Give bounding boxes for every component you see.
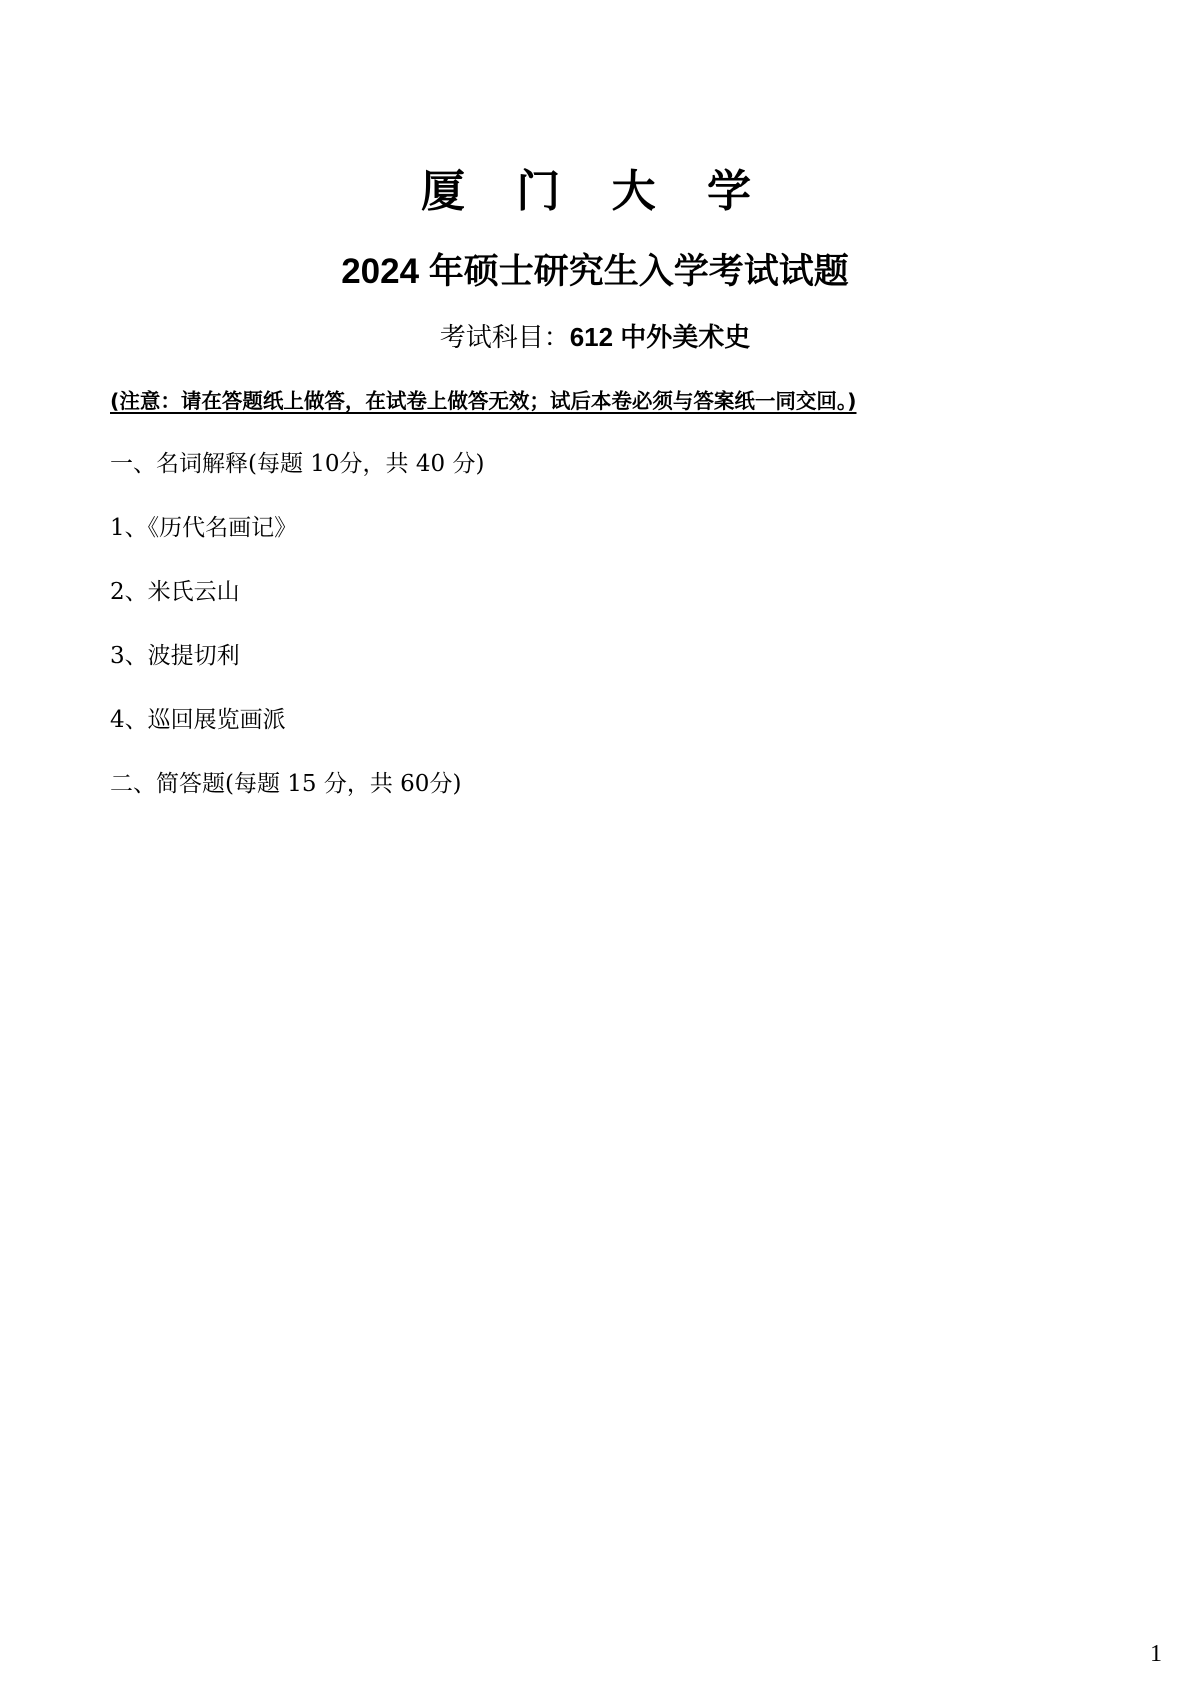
page-number: 1 xyxy=(1150,1641,1162,1667)
exam-notice: (注意：请在答题纸上做答，在试卷上做答无效；试后本卷必须与答案纸一同交回。) xyxy=(110,389,857,413)
exam-title: 2024 年硕士研究生入学考试试题 xyxy=(341,252,849,291)
question-item: 1、《历代名画记》 xyxy=(110,515,298,541)
section-heading-definitions: 一、名词解释(每题 10分，共 40 分) xyxy=(110,451,485,477)
question-item: 4、巡回展览画派 xyxy=(110,707,286,733)
exam-subject-line xyxy=(0,320,1190,354)
section-heading-short-answer: 二、简答题(每题 15 分，共 60分) xyxy=(110,771,462,797)
question-item: 3、波提切利 xyxy=(110,643,240,669)
question-item: 2、米氏云山 xyxy=(110,579,240,605)
exam-subject-value: 612 中外美术史 xyxy=(569,322,751,352)
university-name: 厦 门 大 学 xyxy=(421,166,769,217)
exam-subject-label: 考试科目： xyxy=(439,322,570,352)
